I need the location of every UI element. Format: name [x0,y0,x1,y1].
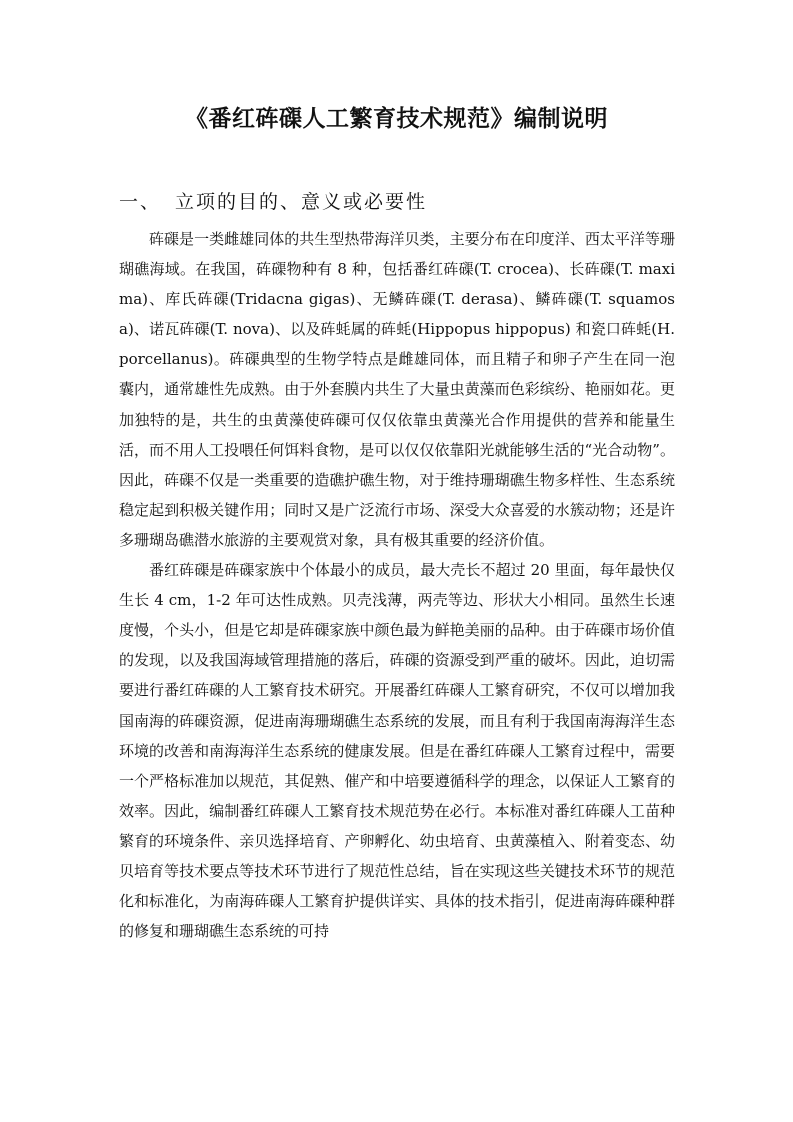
section-number: 一、 [119,191,162,213]
paragraph-crocea-breeding-need: 番红砗磲是砗磲家族中个体最小的成员，最大壳长不超过 20 里面，每年最快仅生长 4 cm，1-2 年可达性成熟。贝壳浅薄，两壳等边、形状大小相同。虽然生长速度慢，个头小，但是它却是砗磲家族中颜色最为鲜艳美丽的品种。由于砗磲市场价值的发现，以及我国海域管理措施的落后，砗磲的资源受到严重的破坏。因此，迫切需要进行番红砗磲的人工繁育技术研究。开展番红砗磲人工繁育研究，不仅可以增加我国南海的砗磲资源，促进南海珊瑚礁生态系统的发展，而且有利于我国南海海洋生态环境的改善和南海海洋生态系统的健康发展。但是在番红砗磲人工繁育过程中，需要一个严格标准加以规范，其促熟、催产和中培要遵循科学的理念，以保证人工繁育的效率。因此，编制番红砗磲人工繁育技术规范势在必行。本标准对番红砗磲人工苗种繁育的环境条件、亲贝选择培育、产卵孵化、幼虫培育、虫黄藻植入、附着变态、幼贝培育等技术要点等技术环节进行了规范性总结，旨在实现这些关键技术环节的规范化和标准化，为南海砗磲人工繁育护提供详实、具体的技术指引，促进南海砗磲种群的修复和珊瑚礁生态系统的可持 [119,561,675,941]
section-heading [119,187,427,214]
section-heading-text: 立项的目的、意义或必要性 [175,191,428,213]
document-title: 《番红砗磲人工繁育技术规范》编制说明 [185,105,608,132]
paragraph-giant-clam-overview: 砗磲是一类雌雄同体的共生型热带海洋贝类，主要分布在印度洋、西太平洋等珊瑚礁海域。在我国，砗磲物种有 8 种，包括番红砗磲(T. crocea)、长砗磲(T. maxima)、库氏砗磲(Tridacna gigas)、无鳞砗磲(T. derasa)、鳞砗磲(T. squamosa)、诺瓦砗磲(T. nova)、以及砗蚝属的砗蚝(Hippopus hippopus) 和瓷口砗蚝(H. porcellanus)。砗磲典型的生物学特点是雌雄同体，而且精子和卵子产生在同一泡囊内，通常雄性先成熟。由于外套膜内共生了大量虫黄藻而色彩缤纷、艳丽如花。更加独特的是，共生的虫黄藻使砗磲可仅仅依靠虫黄藻光合作用提供的营养和能量生活，而不用人工投喂任何饵料食物，是可以仅仅依靠阳光就能够生活的“光合动物”。因此，砗磲不仅是一类重要的造礁护礁生物，对于维持珊瑚礁生物多样性、生态系统稳定起到积极关键作用；同时又是广泛流行市场、深受大众喜爱的水簇动物；还是许多珊瑚岛礁潜水旅游的主要观赏对象，具有极其重要的经济价值。 [119,230,675,549]
section-body [119,224,675,946]
